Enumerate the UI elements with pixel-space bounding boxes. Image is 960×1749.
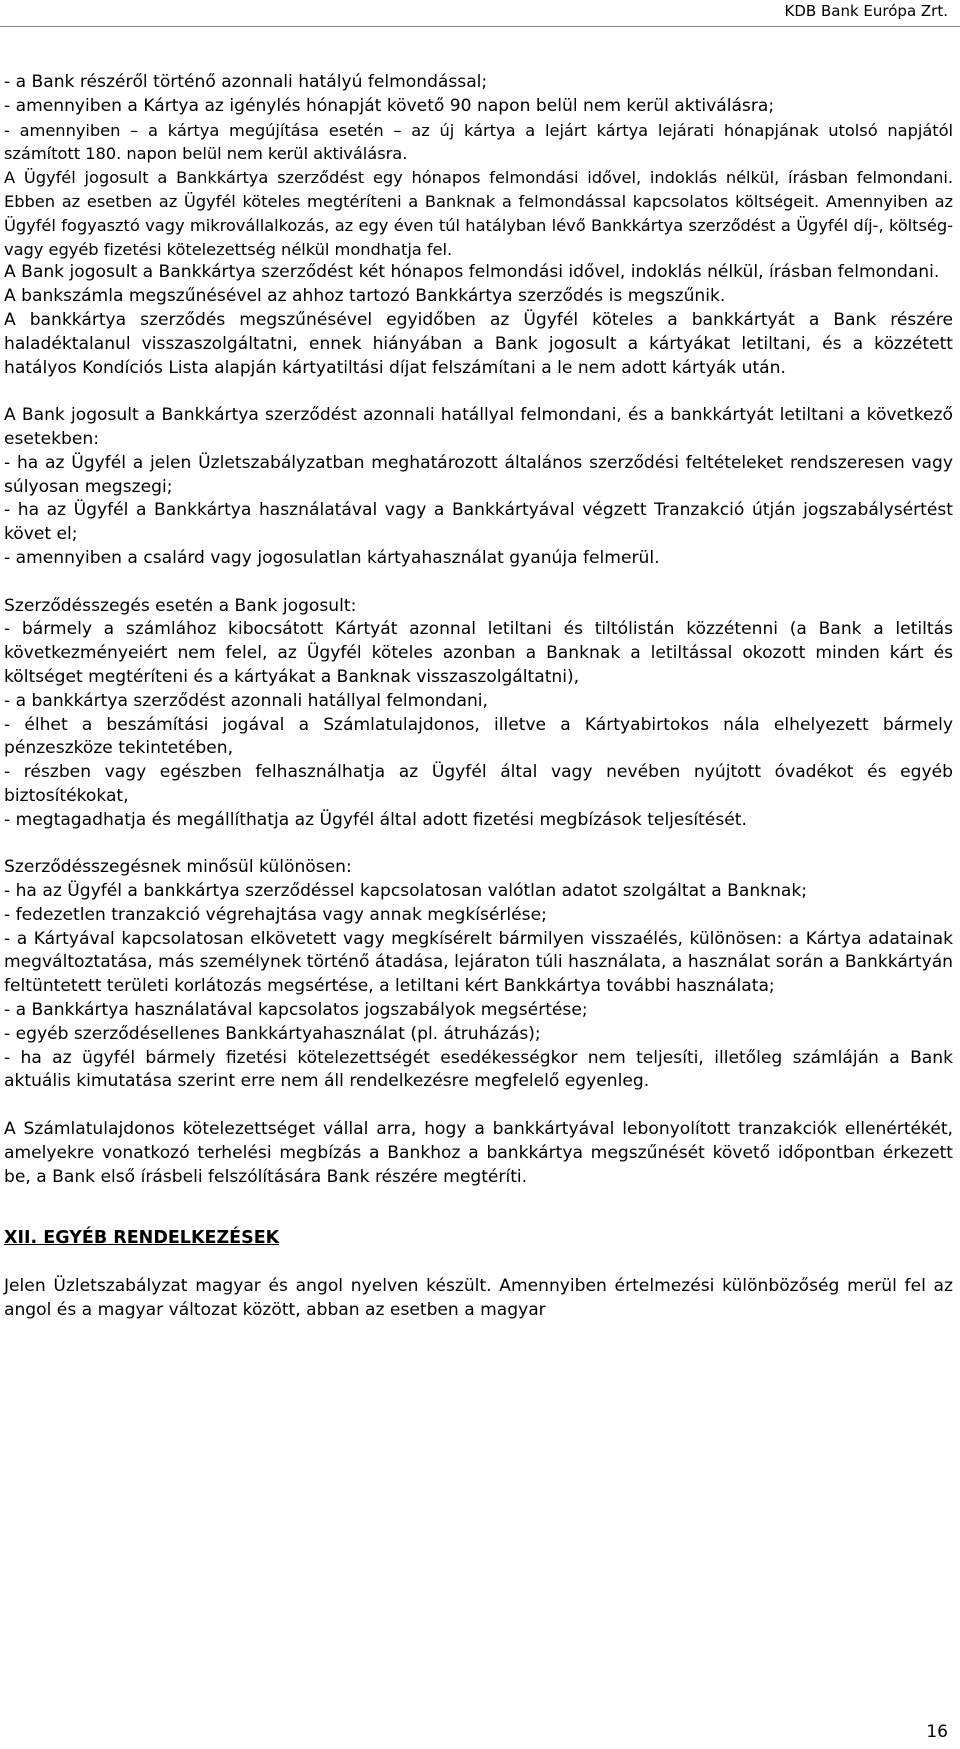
breach-types (4, 856, 953, 1094)
breach-type-item: - egyéb szerződésellenes Bankkártyahasználat (pl. átruházás); (4, 1023, 541, 1044)
breach-rights-item: - a bankkártya szerződést azonnali hatállyal felmondani, (4, 690, 488, 711)
customer-termination-right: A Ügyfél jogosult a Bankkártya szerződést egy hónapos felmondási idővel, indoklás nélkül, írásban felmondani. Ebben az esetben az Ügyfél köteles megtéríteni a Banknak a felmondással kapcsolatos költségeit. Amennyiben az Ügyfél fogyasztó vagy mikrovállalkozás, az egy éven túl hatályban lévő Bankkártya szerződést a Ügyfél díj-, költség- vagy egyéb fizetési kötelezettség nélkül mondhatja fel. (4, 168, 953, 259)
termination-conditions (4, 71, 953, 380)
breach-rights-item: - megtagadhatja és megállíthatja az Ügyfél által adott fizetési megbízások teljesítését. (4, 809, 747, 830)
termination-line: - amennyiben a Kártya az igénylés hónapját követő 90 napon belül nem kerül aktiválásra; (4, 95, 775, 116)
breach-rights (4, 595, 953, 833)
immediate-termination-item: - ha az Ügyfél a Bankkártya használatával vagy a Bankkártyával végzett Tranzakció útján jogszabálysértést követ el; (4, 500, 953, 545)
card-return-clause: A bankkártya szerződés megszűnésével egyidőben az Ügyfél köteles a bankkártyát a Bank részére haladéktalanul visszaszolgáltatni, ennek hiányában a Bank jogosult a kártyákat letiltani, és a közzétett hatályos Kondíciós Lista alapján kártyatiltási díjat felszámítani a le nem adott kártyák után. (4, 309, 953, 378)
account-closure-clause: A bankszámla megszűnésével az ahhoz tartozó Bankkártya szerződés is megszűnik. (4, 286, 726, 307)
bank-termination-right: A Bank jogosult a Bankkártya szerződést két hónapos felmondási idővel, indoklás nélkül, írásban felmondani. (4, 262, 940, 283)
breach-type-item: - fedezetlen tranzakció végrehajtása vagy annak megkísérlése; (4, 904, 547, 925)
paragraph-gap (4, 833, 953, 857)
section-paragraph: Jelen Üzletszabályzat magyar és angol nyelven készült. Amennyiben értelmezési különbözőség merül fel az angol és a magyar változat között, abban az esetben a magyar (4, 1276, 953, 1320)
breach-type-item: - ha az Ügyfél a bankkártya szerződéssel kapcsolatosan valótlan adatot szolgáltat a Banknak; (4, 881, 808, 902)
header-divider (0, 26, 960, 27)
immediate-termination-item: - ha az Ügyfél a jelen Üzletszabályzatban meghatározott általános szerződési feltételeket rendszeresen vagy súlyosan megszegi; (4, 452, 953, 497)
breach-rights-item: - részben vagy egészben felhasználhatja az Ügyfél által vagy nevében nyújtott óvadékot és egyéb biztosítékokat, (4, 762, 953, 806)
breach-type-item: - a Bankkártya használatával kapcsolatos jogszabályok megsértése; (4, 1000, 588, 1021)
immediate-termination-item: - amennyiben a csalárd vagy jogosulatlan kártyahasználat gyanúja felmerül. (4, 547, 660, 568)
breach-type-item: - a Kártyával kapcsolatosan elkövetett vagy megkísérelt bármilyen visszaélés, különösen: a Kártya adatainak megváltoztatása, más személynek történő átadása, lejáraton túli használata, a használat során a Bankkártyán feltüntetett területi korlátozás megsértése, a letiltani kért Bankkártya további használata; (4, 928, 953, 997)
immediate-termination-intro: A Bank jogosult a Bankkártya szerződést azonnali hatállyal felmondani, és a bankkártyát letiltani a következő esetekben: (4, 405, 953, 449)
breach-types-intro: Szerződésszegésnek minősül különösen: (4, 857, 352, 878)
breach-rights-item: - bármely a számlához kibocsátott Kártyát azonnal letiltani és tiltólistán közzétenni (a Bank a letiltás következményeiért nem felel, az Ügyfél köteles azonban a Banknak a letiltással okozott minden kárt és költséget megtéríteni és a kártyákat a Banknak visszaszolgáltatni), (4, 619, 953, 687)
running-header: KDB Bank Európa Zrt. (784, 2, 948, 20)
immediate-termination (4, 404, 953, 571)
holder-liability-clause: A Számlatulajdonos kötelezettséget vállal arra, hogy a bankkártyával lebonyolított tranzakciók ellenértékét, amelyekre vonatkozó terhelési megbízás a Bankhoz a bankkártya megszűnését követő időpontban érkezett be, a Bank első írásbeli felszólítására Bank részére megtéríti. (4, 1119, 953, 1187)
section-heading: XII. EGYÉB RENDELKEZÉSEK (4, 1228, 280, 1249)
termination-line: - a Bank részéről történő azonnali hatályú felmondással; (4, 72, 488, 92)
paragraph-gap (4, 1251, 953, 1275)
breach-rights-item: - élhet a beszámítási jogával a Számlatulajdonos, illetve a Kártyabirtokos nála elhelyezett bármely pénzeszköze tekintetében, (4, 714, 953, 759)
paragraph-gap (4, 571, 953, 595)
breach-type-item: - ha az ügyfél bármely fizetési kötelezettségét esedékességkor nem teljesíti, illetőleg számláján a Bank aktuális kimutatása szerint erre nem áll rendelkezésre megfelelő egyenleg. (4, 1047, 953, 1092)
paragraph-gap (4, 1094, 953, 1118)
page-number: 16 (926, 1722, 948, 1742)
section-gap (4, 1189, 953, 1227)
breach-rights-intro: Szerződésszegés esetén a Bank jogosult: (4, 595, 357, 616)
termination-line: - amennyiben – a kártya megújítása esetén – az új kártya a lejárt kártya lejárati hónapjának utolsó napjától számított 180. napon belül nem kerül aktiválásra. (4, 120, 953, 164)
paragraph-gap (4, 380, 953, 404)
document-body (4, 71, 953, 1323)
